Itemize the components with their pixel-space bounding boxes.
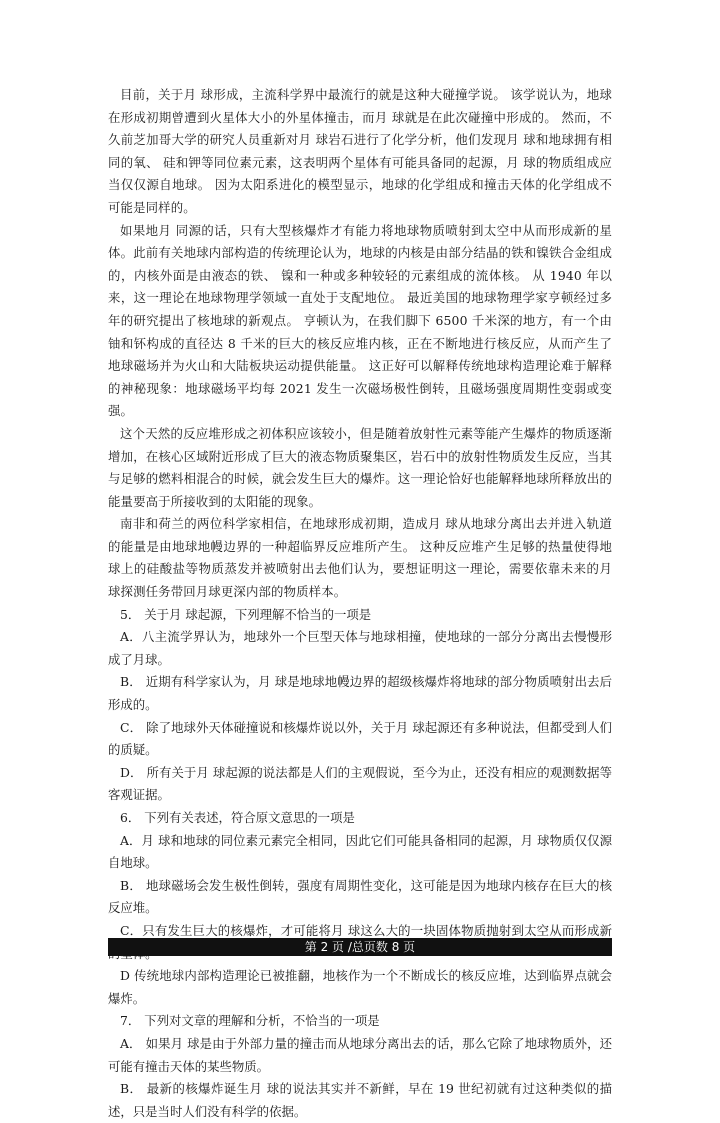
question-7 <box>108 1010 612 1123</box>
option-c: C． 除了地球外天体碰撞说和核爆炸说以外，关于月 球起源还有多种说法，但都受到人们的质疑。 <box>108 719 612 758</box>
document-body <box>108 84 612 1123</box>
question-stem: 5． 关于月 球起源，下列理解不恰当的一项是 <box>120 606 372 622</box>
option-a: A．月 球和地球的同位素元素完全相同，因此它们可能具备相同的起源，月 球物质仅仅源自地球。 <box>108 832 612 871</box>
paragraph-3: 这个天然的反应堆形成之初体积应该较小，但是随着放射性元素等能产生爆炸的物质逐渐增加，在核心区域附近形成了巨大的液态物质聚集区，岩石中的放射性物质发生反应，当其与足够的燃料相混合的时候，就会发生巨大的爆炸。这一理论恰好也能解释地球所释放出的能量要高于所接收到的太阳能的现象。 <box>108 425 612 509</box>
paragraph-1: 目前，关于月 球形成，主流科学界中最流行的就是这种大碰撞学说。 该学说认为，地球在形成初期曾遭到火星体大小的外星体撞击，而月 球就是在此次碰撞中形成的。 然而，不久前芝加哥大学的研究人员重新对月 球岩石进行了化学分析，他们发现月 球和地球拥有相同的氧、 硅和钾等同位素元素，这表明两个星体有可能具备同的起源，月 球的物质组成应当仅仅源自地球。 因为太阳系进化的模型显示，地球的化学组成和撞击天体的化学组成不可能是同样的。 <box>108 87 612 215</box>
question-5 <box>108 604 612 807</box>
option-d: D 传统地球内部构造理论已被推翻，地核作为一个不断成长的核反应堆，达到临界点就会爆炸。 <box>108 968 612 1006</box>
option-b: B． 近期有科学家认为，月 球是地球地幔边界的超级核爆炸将地球的部分物质喷射出去后形成的。 <box>108 674 612 713</box>
page-footer: 第 2 页 /总页数 8 页 <box>108 938 612 956</box>
option-c: C．只有发生巨大的核爆炸，才可能将月 球这么大的一块固体物质抛射到太空从而形成新 <box>120 922 612 938</box>
paragraph-2: 如果地月 同源的话，只有大型核爆炸才有能力将地球物质喷射到太空中从而形成新的星体。此前有关地球内部构造的传统理论认为，地球的内核是由部分结晶的铁和镍铁合金组成的，内核外面是由液态的铁、 镍和一种或多种较轻的元素组成的流体核。 从 1940 年以来，这一理论在地球物理学领域一直处于支配地位。 最近美国的地球物理学家亨顿经过多年的研究提出了核地球的新观点。 亨顿认为，在我们脚下 6500 千米深的地方，有一个由铀和钚构成的直径达 8 千米的巨大的核反应堆内核，正在不断地进行核反应，从而产生了地球磁场并为火山和大陆板块运动提供能量。 这正好可以解释传统地球构造理论难于解释的神秘现象：地球磁场平均每 2021 发生一次磁场极性倒转，且磁场强度周期性变弱或变强。 <box>108 222 612 419</box>
option-d: D． 所有关于月 球起源的说法都是人们的主观假说，至今为止，还没有相应的观测数据等客观证据。 <box>108 764 612 803</box>
question-6 <box>108 807 612 1010</box>
option-a: A． 如果月 球是由于外部力量的撞击而从地球分离出去的话，那么它除了地球物质外，还可能有撞击天体的某些物质。 <box>108 1035 612 1074</box>
paragraph-4: 南非和荷兰的两位科学家相信，在地球形成初期，造成月 球从地球分离出去并进入轨道的能量是由地球地幔边界的一种超临界反应堆所产生。 这种反应堆产生足够的热量使得地球上的硅酸盐等物质蒸发并被喷射出去他们认为，要想证明这一理论，需要依靠未来的月 球探测任务带回月球更深内部的物质样本。 <box>108 516 612 600</box>
option-b: B． 最新的核爆炸诞生月 球的说法其实并不新鲜，早在 19 世纪初就有过这种类似的描述，只是当时人们没有科学的依据。 <box>108 1081 612 1119</box>
question-stem: 6． 下列有关表述，符合原文意思的一项是 <box>120 810 355 825</box>
option-b: B． 地球磁场会发生极性倒转，强度有周期性变化，这可能是因为地球内核存在巨大的核反应堆。 <box>108 877 612 916</box>
question-stem: 7． 下列对文章的理解和分析，不恰当的一项是 <box>120 1013 380 1029</box>
option-a: A．八主流学界认为，地球外一个巨型天体与地球相撞，使地球的一部分分离出去慢慢形成了月球。 <box>108 629 612 667</box>
